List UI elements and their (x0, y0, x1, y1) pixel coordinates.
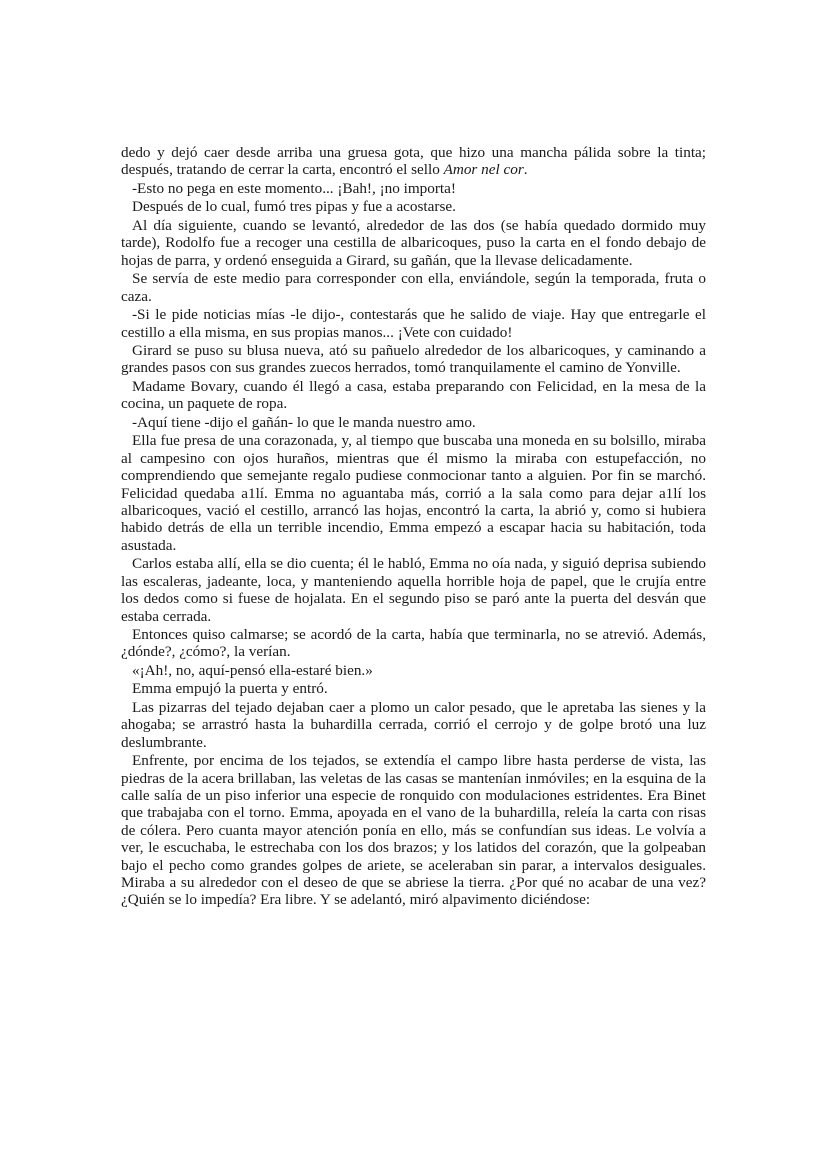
paragraph: -Esto no pega en este momento... ¡Bah!, ¡no importa! (132, 179, 456, 197)
paragraph: Al día siguiente, cuando se levantó, alrededor de las dos (se había quedado dormido muy tarde), Rodolfo fue a recoger una cestilla de albaricoques, puso la carta en el fondo debajo de hojas de parra, y ordenó enseguida a Girard, su gañán, que la llevase delicadamente. (121, 216, 706, 269)
paragraph: Girard se puso su blusa nueva, ató su pañuelo alrededor de los albaricoques, y caminando a grandes pasos con sus grandes zuecos herrados, tomó tranquilamente el camino de Yonville. (121, 342, 706, 377)
paragraph: Enfrente, por encima de los tejados, se extendía el campo libre hasta perderse de vista, las piedras de la acera brillaban, las veletas de las casas se mantenían inmóviles; en la esquina de la calle salía de un piso inferior una especie de ronquido con modulaciones estridentes. Era Binet que trabajaba con el torno. Emma, apoyada en el vano de la buhardilla, releía la carta con risas de cólera. Pero cuanta mayor atención ponía en ello, más se confundían sus ideas. Le volvía a ver, le escuchaba, le estrechaba con los dos brazos; y los latidos del corazón, que la golpeaban bajo el pecho como grandes golpes de ariete, se aceleraban sin parar, a intervalos desiguales. Miraba a su alrededor con el deseo de que se abriese la tierra. ¿Por qué no acabar de una vez? ¿Quién se lo impedía? Era libre. Y se adelantó, miró alpavimento diciéndose: (121, 752, 706, 909)
paragraph-continuation (121, 144, 706, 179)
paragraph: -Si le pide noticias mías -le dijo-, contestarás que he salido de viaje. Hay que entregarle el cestillo a ella misma, en sus propias manos... ¡Vete con cuidado! (121, 306, 706, 341)
document-page (121, 144, 706, 910)
paragraph: Emma empujó la puerta y entró. (132, 680, 328, 698)
paragraph-text: dedo y dejó caer desde arriba una gruesa gota, que hizo una mancha pálida sobre la tinta; después, tratando de cerrar la carta, encontró el sello (121, 144, 706, 179)
paragraph: -Aquí tiene -dijo el gañán- lo que le manda nuestro amo. (132, 413, 476, 431)
paragraph: Se servía de este medio para corresponder con ella, enviándole, según la temporada, fruta o caza. (121, 270, 706, 305)
paragraph: Ella fue presa de una corazonada, y, al tiempo que buscaba una moneda en su bolsillo, miraba al campesino con ojos huraños, mientras que él mismo la miraba con estupefacción, no comprendiendo que semejante regalo pudiese conmocionar tanto a alguien. Por fin se marchó. Felicidad quedaba a1lí. Emma no aguantaba más, corrió a la sala como para dejar a1lí los albaricoques, vació el cestillo, arrancó las hojas, encontró la carta, la abrió y, como si hubiera habido detrás de ella un terrible incendio, Emma empezó a escapar hacia su habitación, toda asustada. (121, 432, 706, 554)
paragraph: Después de lo cual, fumó tres pipas y fue a acostarse. (132, 198, 456, 216)
seal-inscription: Amor nel cor (443, 161, 524, 179)
paragraph: Carlos estaba allí, ella se dio cuenta; él le habló, Emma no oía nada, y siguió deprisa subiendo las escaleras, jadeante, loca, y manteniendo aquella horrible hoja de papel, que le crujía entre los dedos como si fuese de hojalata. En el segundo piso se paró ante la puerta del desván que estaba cerrada. (121, 555, 706, 625)
paragraph: Las pizarras del tejado dejaban caer a plomo un calor pesado, que le apretaba las sienes y la ahogaba; se arrastró hasta la buhardilla cerrada, corrió el cerrojo y de golpe brotó una luz deslumbrante. (121, 698, 706, 751)
paragraph: Madame Bovary, cuando él llegó a casa, estaba preparando con Felicidad, en la mesa de la cocina, un paquete de ropa. (121, 377, 706, 413)
paragraph: Entonces quiso calmarse; se acordó de la carta, había que terminarla, no se atrevió. Además, ¿dónde?, ¿cómo?, la verían. (121, 626, 706, 661)
paragraph-tail: . (523, 161, 528, 179)
paragraph: «¡Ah!, no, aquí-pensó ella-estaré bien.» (132, 661, 373, 679)
